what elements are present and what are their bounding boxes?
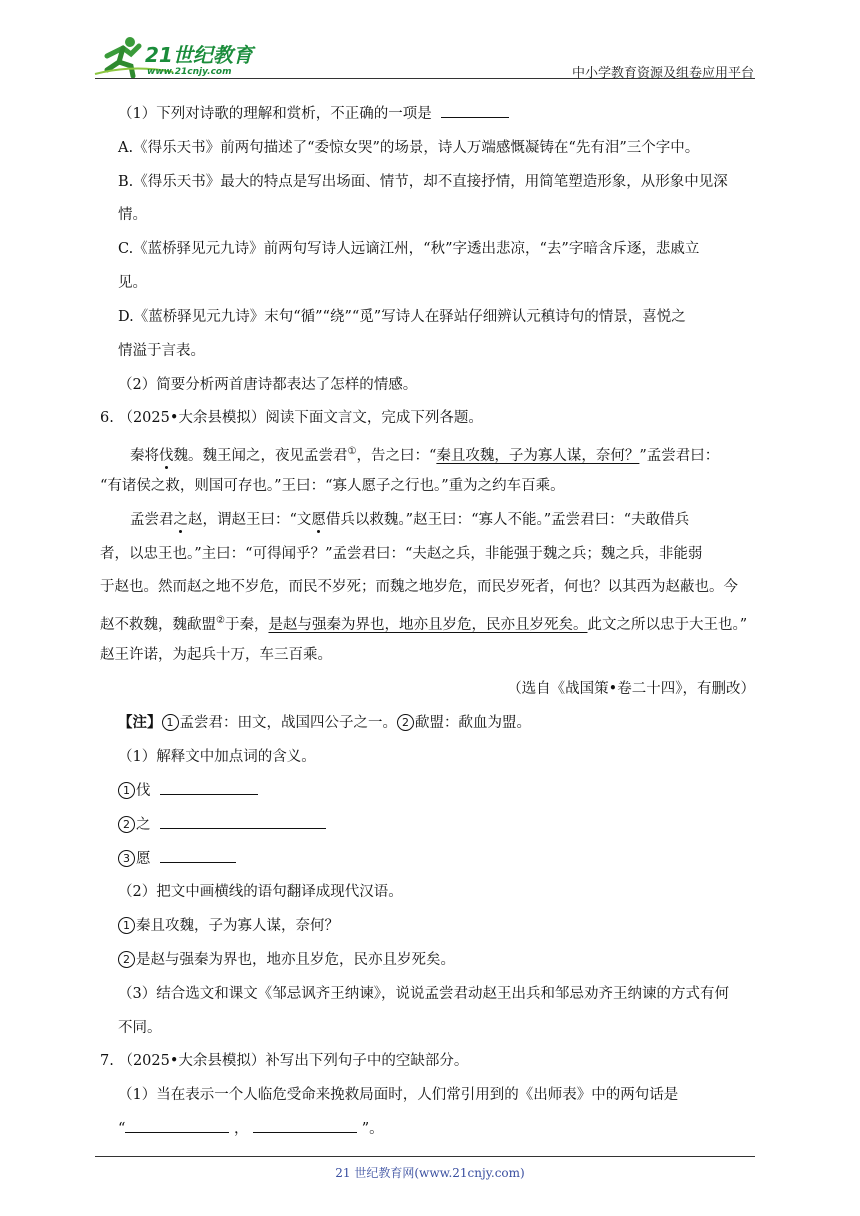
passage-source: （选自《战国策•卷二十四》，有删改） xyxy=(507,681,755,697)
answer-blank[interactable] xyxy=(125,1118,229,1133)
underlined-sentence: 是赵与强秦为界也，地亦且岁危，民亦且岁死矣。 xyxy=(268,616,588,633)
q6-sub1-item3: 3 愿 xyxy=(100,848,778,870)
passage-p1-line2: “有诸侯之救，则国可存也。”王曰：“寡人愿子之行也。”重为之约车百乘。 xyxy=(100,478,565,494)
option-b-line2: 情。 xyxy=(118,207,147,223)
footer-text: 21 世纪教育网(www.21cnjy.com) xyxy=(335,1166,525,1180)
passage-p2-line1: 孟尝君之赵，谓赵王曰：“文愿借兵以救魏。”赵王曰：“寡人不能。”孟尝君曰：“夫敢借兵 xyxy=(130,512,690,528)
answer-blank[interactable] xyxy=(160,848,236,863)
answer-blank[interactable] xyxy=(160,780,258,795)
page-header xyxy=(0,0,860,80)
underlined-sentence: 秦且攻魏，子为寡人谋，奈何？ xyxy=(436,447,640,464)
option-d-line2: 情溢于言表。 xyxy=(118,343,205,359)
footer-divider xyxy=(95,1156,755,1157)
q5-part2: （2）简要分析两首唐诗都表达了怎样的情感。 xyxy=(118,377,418,393)
q6-sub1-item1: 1 伐 xyxy=(100,780,778,802)
q6-heading: 6. （2025•大余县模拟）阅读下面文言文，完成下列各题。 xyxy=(100,410,483,426)
q5-part1-stem: （1）下列对诗歌的理解和赏析，不正确的一项是 xyxy=(100,103,778,125)
option-c-line1: C.《蓝桥驿见元九诗》前两句写诗人远谪江州，“秋”字透出悲凉，“去”字暗含斥逐，悲戚立 xyxy=(118,241,700,257)
q6-sub3-line1: （3）结合选文和课文《邹忌讽齐王纳谏》，说说孟尝君动赵王出兵和邹忌劝齐王纳谏的方式有何 xyxy=(118,986,729,1002)
option-a: A.《得乐天书》前两句描述了“委惊女哭”的场景，诗人万端感慨凝铸在“先有泪”三个字中。 xyxy=(118,140,700,156)
q6-sub1-item2: 2 之 xyxy=(100,814,778,836)
runner-logo-icon xyxy=(93,34,258,78)
q6-sub2: （2）把文中画横线的语句翻译成现代汉语。 xyxy=(118,884,403,900)
platform-title: 中小学教育资源及组卷应用平台 xyxy=(571,66,754,81)
q7-heading: 7. （2025•大余县模拟）补写出下列句子中的空缺部分。 xyxy=(100,1053,469,1069)
note-marker: ② xyxy=(216,615,225,626)
q6-sub2-item2: 2 是赵与强秦为界也，地亦且岁危，民亦且岁死矣。 xyxy=(100,949,778,971)
q7-sub1-blanks: “ ， ”。 xyxy=(100,1118,778,1140)
answer-blank[interactable] xyxy=(253,1118,357,1133)
dotted-word: 伐 xyxy=(159,447,174,464)
option-d-line1: D.《蓝桥驿见元九诗》末句“循”“绕”“觅”写诗人在驿站仔细辨认元稹诗句的情景，喜悦之 xyxy=(118,309,686,325)
q6-sub1: （1）解释文中加点词的含义。 xyxy=(118,749,316,765)
answer-blank[interactable] xyxy=(441,103,509,118)
passage-p2-line3: 于赵也。然而赵之地不岁危，而民不岁死；而魏之地岁危，而民岁死者，何也？以其西为赵蔽也。今 xyxy=(100,579,738,595)
option-b-line1: B.《得乐天书》最大的特点是写出场面、情节，却不直接抒情，用简笔塑造形象，从形象中见深 xyxy=(118,174,728,190)
note-marker: ① xyxy=(347,446,357,457)
header-divider xyxy=(95,78,755,79)
q6-sub3-line2: 不同。 xyxy=(118,1020,162,1036)
answer-blank[interactable] xyxy=(160,814,326,829)
logo-text: 21世纪教育 xyxy=(145,43,253,67)
dotted-word: 愿 xyxy=(311,512,326,528)
logo-url: www.21cnjy.com xyxy=(147,67,232,77)
dotted-word: 之 xyxy=(173,512,188,528)
passage-p2-line2: 者，以忠王也。”主曰：“可得闻乎？”孟尝君曰：“夫赵之兵，非能强于魏之兵；魏之兵，非能弱 xyxy=(100,546,703,562)
option-c-line2: 见。 xyxy=(118,275,147,291)
q7-sub1: （1）当在表示一个人临危受命来挽救局面时，人们常引用到的《出师表》中的两句话是 xyxy=(118,1087,679,1103)
site-logo xyxy=(93,34,258,78)
annotation-note: 【注】 1 孟尝君：田文，战国四公子之一。 2 歃盟：歃血为盟。 xyxy=(118,714,531,731)
q6-sub2-item1: 1 秦且攻魏，子为寡人谋，奈何？ xyxy=(100,915,778,937)
passage-p2-line5: 赵王许诺，为起兵十万，车三百乘。 xyxy=(100,647,332,663)
passage-p1-line1: 秦将伐魏。魏王闻之，夜见孟尝君①，告之曰：“秦且攻魏，子为寡人谋，奈何？”孟尝君曰： xyxy=(130,446,720,464)
passage-p2-line4: 赵不救魏，魏歃盟②于秦，是赵与强秦为界也，地亦且岁危，民亦且岁死矣。此文之所以忠于大王也。” xyxy=(100,615,748,633)
